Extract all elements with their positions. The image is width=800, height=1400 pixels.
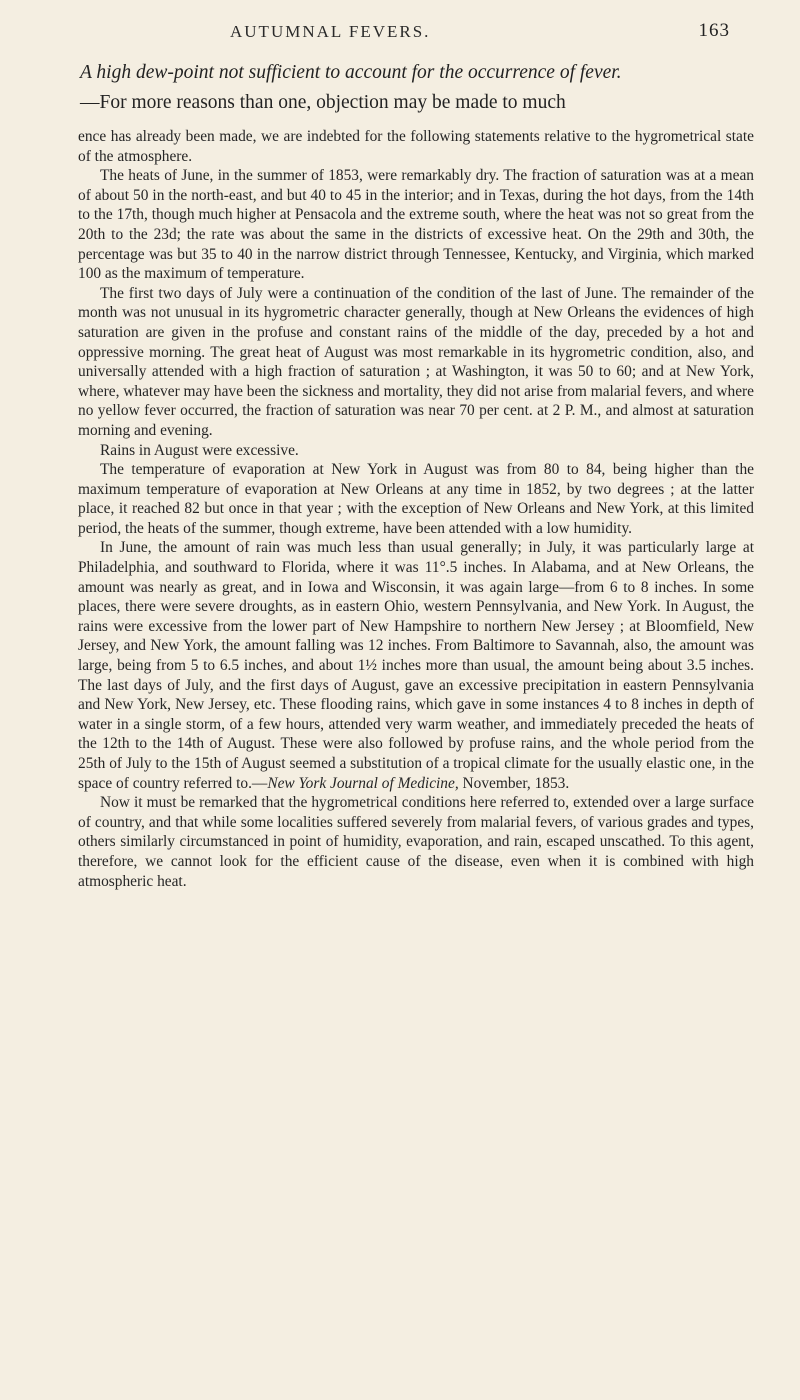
paragraph: Now it must be remarked that the hygrometrical conditions here referred to, extended over a large surface of country, and that while some localities suffered severely from malarial fevers, of various grades and types, others similarly circumstanced in point of humidity, evaporation, and rain, escaped unscathed. To this agent, therefore, we cannot look for the efficient cause of the disease, even when it is combined with high atmospheric heat.: [78, 794, 754, 890]
body-text: [78, 127, 754, 891]
section-intro-text: —For more reasons than one, objection may be made to much: [80, 92, 566, 113]
running-head: [230, 20, 730, 50]
running-title: AUTUMNAL FEVERS.: [230, 22, 431, 41]
section-intro: [80, 58, 752, 118]
paragraph: The heats of June, in the summer of 1853, were remarkably dry. The fraction of saturation was at a mean of about 50 in the north-east, and but 40 to 45 in the interior; and in Texas, during the hot days, from the 14th to the 17th, though much higher at Pensacola and the extreme south, where the heat was not so great from the 20th to the 23d; the rate was about the same in the districts of excessive heat. On the 29th and 30th, the percentage was but 35 to 40 in the narrow district through Tennessee, Kentucky, and Virginia, which marked 100 as the maximum of temperature.: [78, 167, 754, 283]
paragraph: The first two days of July were a continuation of the condition of the last of June. The remainder of the month was not unusual in its hygrometric character generally, though at New Orleans the evidences of high saturation are given in the profuse and constant rains of the middle of the day, preceded by a hot and oppressive morning. The great heat of August was most remarkable in its hygrometric condition, also, and universally attended with a high fraction of saturation ; at Washington, it was 50 to 60; and at New York, where, whatever may have been the sickness and mortality, they did not arise from malarial fevers, and where no yellow fever occurred, the fraction of saturation was near 70 per cent. at 2 P. M., and almost at saturation morning and evening.: [78, 284, 754, 439]
citation-journal: New York Journal of Medicine,: [267, 774, 459, 792]
paragraph: Rains in August were excessive.: [100, 441, 299, 459]
paragraph: ence has already been made, we are indebted for the following statements relative to the hygrometrical state of the atmosphere.: [78, 128, 754, 165]
section-sidehead: A high dew-point not sufficient to account for the occurrence of fever.: [80, 62, 622, 83]
page-number: 163: [698, 20, 730, 41]
citation-date: November, 1853.: [458, 774, 570, 792]
paragraph: [78, 538, 754, 793]
paragraph-text: In June, the amount of rain was much less than usual generally; in July, it was particularly large at Philadelphia, and southward to Florida, where it was 11°.5 inches. In Alabama, and at New Orleans, the amount was nearly as great, and in Iowa and Wisconsin, it was again large—from 6 to 8 inches. In some places, there were severe droughts, as in eastern Ohio, western Pennsylvania, and New York. In August, the rains were excessive from the lower part of New Hampshire to northern New Jersey ; at Bloomfield, New Jersey, and New York, the amount falling was 12 inches. From Baltimore to Savannah, also, the amount was large, being from 5 to 6.5 inches, and about 1½ inches more than usual, the amount being about 3.5 inches. The last days of July, and the first days of August, gave an excessive precipitation in eastern Pennsylvania and New York, New Jersey, etc. These flooding rains, which gave in some instances 4 to 8 inches in depth of water in a single storm, of a few hours, attended very warm weather, and immediately preceded the heats of the 12th to the 14th of August. These were also followed by profuse rains, and the whole period from the 25th of July to the 15th of August seemed a substitution of a tropical climate for the usually elastic one, in the space of country referred to.—: [78, 539, 754, 792]
paragraph: The temperature of evaporation at New York in August was from 80 to 84, being higher than the maximum temperature of evaporation at New Orleans at any time in 1852, by two degrees ; at the latter place, it reached 82 but once in that year ; with the exception of New Orleans and New York, at this limited period, the heats of the summer, though extreme, have been attended with a low humidity.: [78, 461, 754, 537]
